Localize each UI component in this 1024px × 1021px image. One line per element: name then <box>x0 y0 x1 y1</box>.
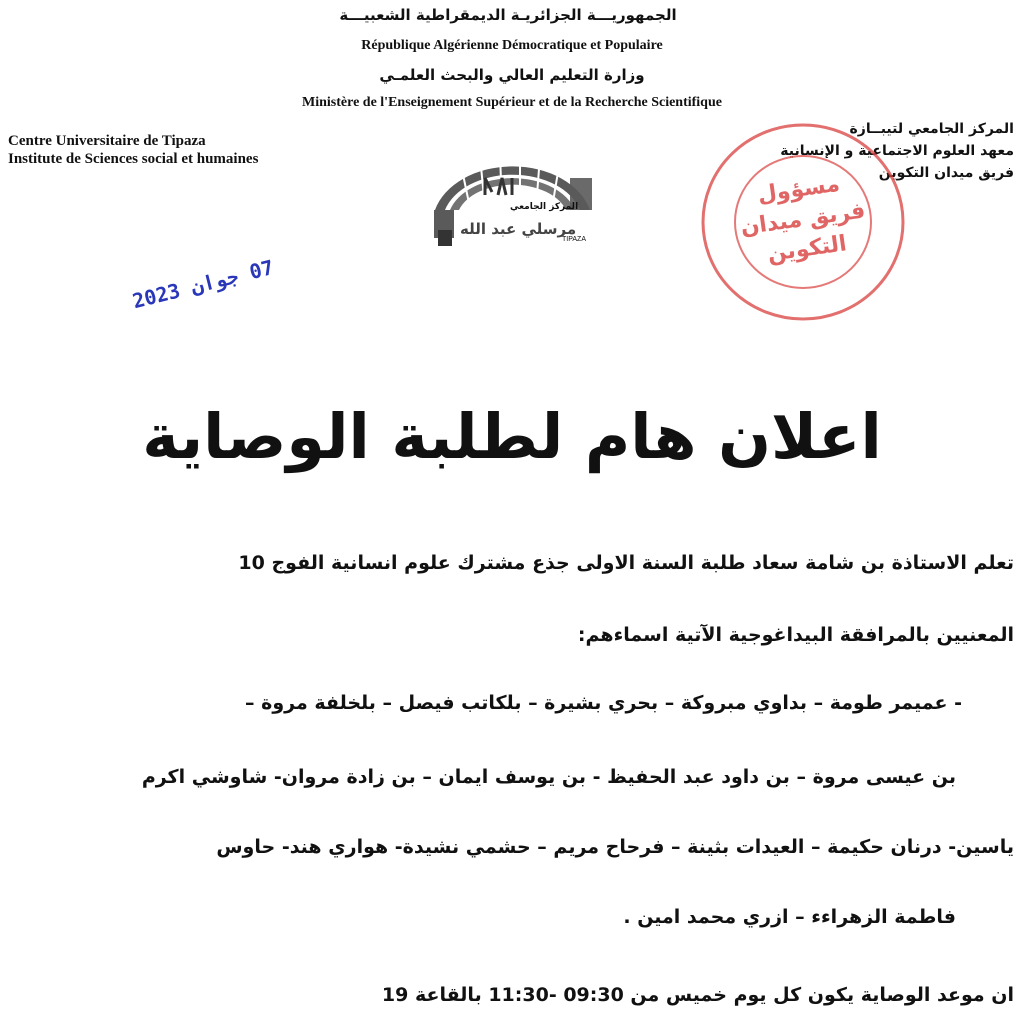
body-line-7: ان موعد الوصاية يكون كل يوم خميس من 09:30 -11:30 بالقاعة 19 <box>381 984 1014 1006</box>
official-stamp <box>698 120 908 325</box>
stamp-line3: التكوين <box>766 231 849 268</box>
date-stamp: 07 جوان 2023 <box>130 255 277 314</box>
logo-name-ar: مرسلي عبد الله <box>460 220 577 238</box>
body-line-1: تعلم الاستاذة بن شامة سعاد طلبة السنة الاولى جذع مشترك علوم انسانية الفوج 10 <box>238 552 1014 574</box>
body-line-3: - عميمر طومة – بداوي مبروكة – بحري بشيرة – بلكاتب فيصل – بلخلفة مروة – <box>245 692 962 714</box>
university-logo <box>430 150 600 250</box>
header-republic-fr: République Algérienne Démocratique et Populaire <box>361 38 663 53</box>
stamp-line1: مسؤول <box>756 171 842 208</box>
announcement-title: اعلان هام لطلبة الوصاية <box>142 400 882 473</box>
logo-city: TIPAZA <box>562 236 586 243</box>
institution-ar-line2: معهد العلوم الاجتماعية و الإنسانية <box>780 143 1014 159</box>
institution-ar-line1: المركز الجامعي لتيبــازة <box>849 121 1014 137</box>
body-line-5: ياسين- درنان حكيمة – العيدات بثينة – فرحاح مريم – حشمي نشيدة- هواري هند- حاوس <box>216 836 1014 858</box>
header-republic-ar: الجمهوريـــة الجزائريـة الديمقراطية الشعبيـــة <box>339 6 677 24</box>
header-ministry-ar: وزارة التعليم العالي والبحث العلمـي <box>379 66 645 84</box>
stamp-line2: فريق ميدان <box>739 198 867 241</box>
institution-ar-line3: فريق ميدان التكوين <box>878 165 1014 181</box>
body-line-2: المعنيين بالمرافقة البيداغوجية الآتية اسماءهم: <box>577 624 1014 646</box>
body-line-6: فاطمة الزهراءء – ازري محمد امين . <box>623 906 956 928</box>
logo-label-ar: المركز الجامعي <box>510 202 579 212</box>
institution-fr-line2: Institute de Sciences social et humaines <box>8 151 259 167</box>
body-line-4: بن عيسى مروة – بن داود عبد الحفيظ - بن يوسف ايمان – بن زادة مروان- شاوشي اكرم <box>141 766 956 788</box>
header-ministry-fr: Ministère de l'Enseignement Supérieur et de la Recherche Scientifique <box>302 95 722 110</box>
institution-fr-block <box>8 132 258 168</box>
institution-fr-line1: Centre Universitaire de Tipaza <box>8 133 206 149</box>
